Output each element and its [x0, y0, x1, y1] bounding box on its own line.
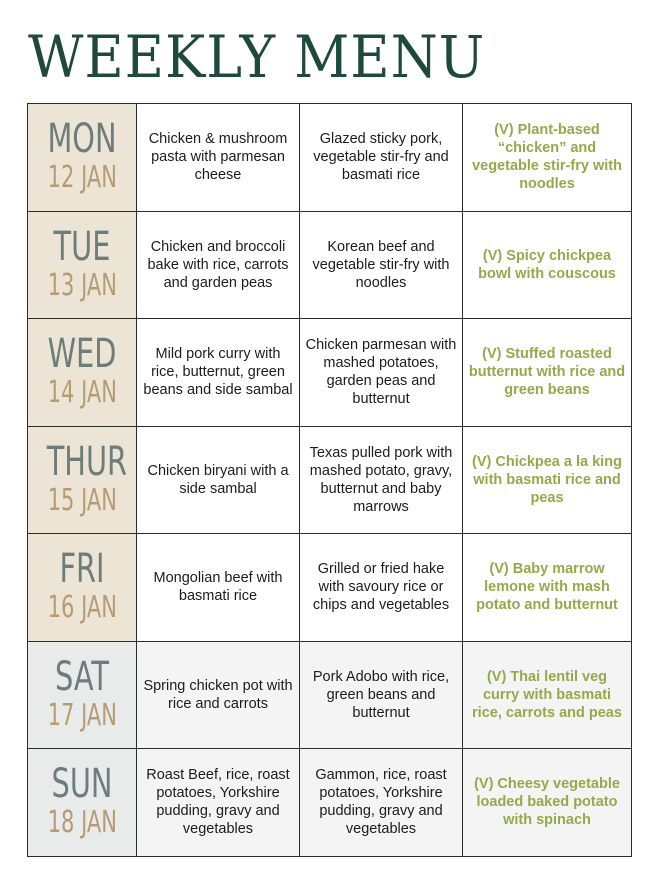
day-date: 18 JAN — [47, 805, 118, 841]
day-cell — [28, 641, 137, 749]
day-cell — [28, 104, 137, 212]
vegetarian-option: (V) Stuffed roasted butternut with rice and green beans — [463, 319, 632, 427]
table-row — [28, 534, 632, 642]
meal-option-2: Gammon, rice, roast potatoes, Yorkshire pudding, gravy and vegetables — [300, 749, 463, 857]
meal-option-2: Grilled or fried hake with savoury rice or chips and vegetables — [300, 534, 463, 642]
vegetarian-option: (V) Baby marrow lemone with mash potato and butternut — [463, 534, 632, 642]
table-row — [28, 319, 632, 427]
meal-option-1: Spring chicken pot with rice and carrots — [137, 641, 300, 749]
day-cell — [28, 211, 137, 319]
vegetarian-option: (V) Plant-based “chicken” and vegetable stir-fry with noodles — [463, 104, 632, 212]
day-date: 15 JAN — [47, 482, 118, 518]
day-cell — [28, 426, 137, 534]
table-row — [28, 426, 632, 534]
day-name: THUR — [46, 438, 128, 485]
meal-option-1: Roast Beef, rice, roast potatoes, Yorkshire pudding, gravy and vegetables — [137, 749, 300, 857]
day-date: 13 JAN — [47, 267, 118, 303]
vegetarian-option: (V) Cheesy vegetable loaded baked potato with spinach — [463, 749, 632, 857]
page-title: WEEKLY MENU — [28, 23, 486, 91]
vegetarian-option: (V) Chickpea a la king with basmati rice and peas — [463, 426, 632, 534]
day-name: SUN — [51, 761, 113, 808]
day-name: TUE — [53, 223, 111, 270]
table-row — [28, 211, 632, 319]
meal-option-1: Chicken and broccoli bake with rice, carrots and garden peas — [137, 211, 300, 319]
meal-option-2: Glazed sticky pork, vegetable stir-fry and basmati rice — [300, 104, 463, 212]
day-cell — [28, 534, 137, 642]
meal-option-2: Chicken parmesan with mashed potatoes, garden peas and butternut — [300, 319, 463, 427]
meal-option-1: Mongolian beef with basmati rice — [137, 534, 300, 642]
day-cell — [28, 319, 137, 427]
day-date: 14 JAN — [47, 375, 118, 411]
meal-option-2: Pork Adobo with rice, green beans and butternut — [300, 641, 463, 749]
table-row — [28, 104, 632, 212]
day-name: FRI — [59, 546, 105, 593]
day-date: 16 JAN — [47, 590, 118, 626]
day-name: SAT — [55, 653, 109, 700]
table-row — [28, 641, 632, 749]
day-date: 17 JAN — [47, 697, 118, 733]
vegetarian-option: (V) Spicy chickpea bowl with couscous — [463, 211, 632, 319]
meal-option-2: Texas pulled pork with mashed potato, gravy, butternut and baby marrows — [300, 426, 463, 534]
meal-option-2: Korean beef and vegetable stir-fry with noodles — [300, 211, 463, 319]
menu-table — [27, 103, 632, 857]
meal-option-1: Chicken & mushroom pasta with parmesan cheese — [137, 104, 300, 212]
table-row — [28, 749, 632, 857]
day-date: 12 JAN — [47, 160, 118, 196]
day-name: WED — [47, 331, 117, 378]
meal-option-1: Chicken biryani with a side sambal — [137, 426, 300, 534]
day-cell — [28, 749, 137, 857]
day-name: MON — [47, 116, 117, 163]
vegetarian-option: (V) Thai lentil veg curry with basmati rice, carrots and peas — [463, 641, 632, 749]
meal-option-1: Mild pork curry with rice, butternut, green beans and side sambal — [137, 319, 300, 427]
